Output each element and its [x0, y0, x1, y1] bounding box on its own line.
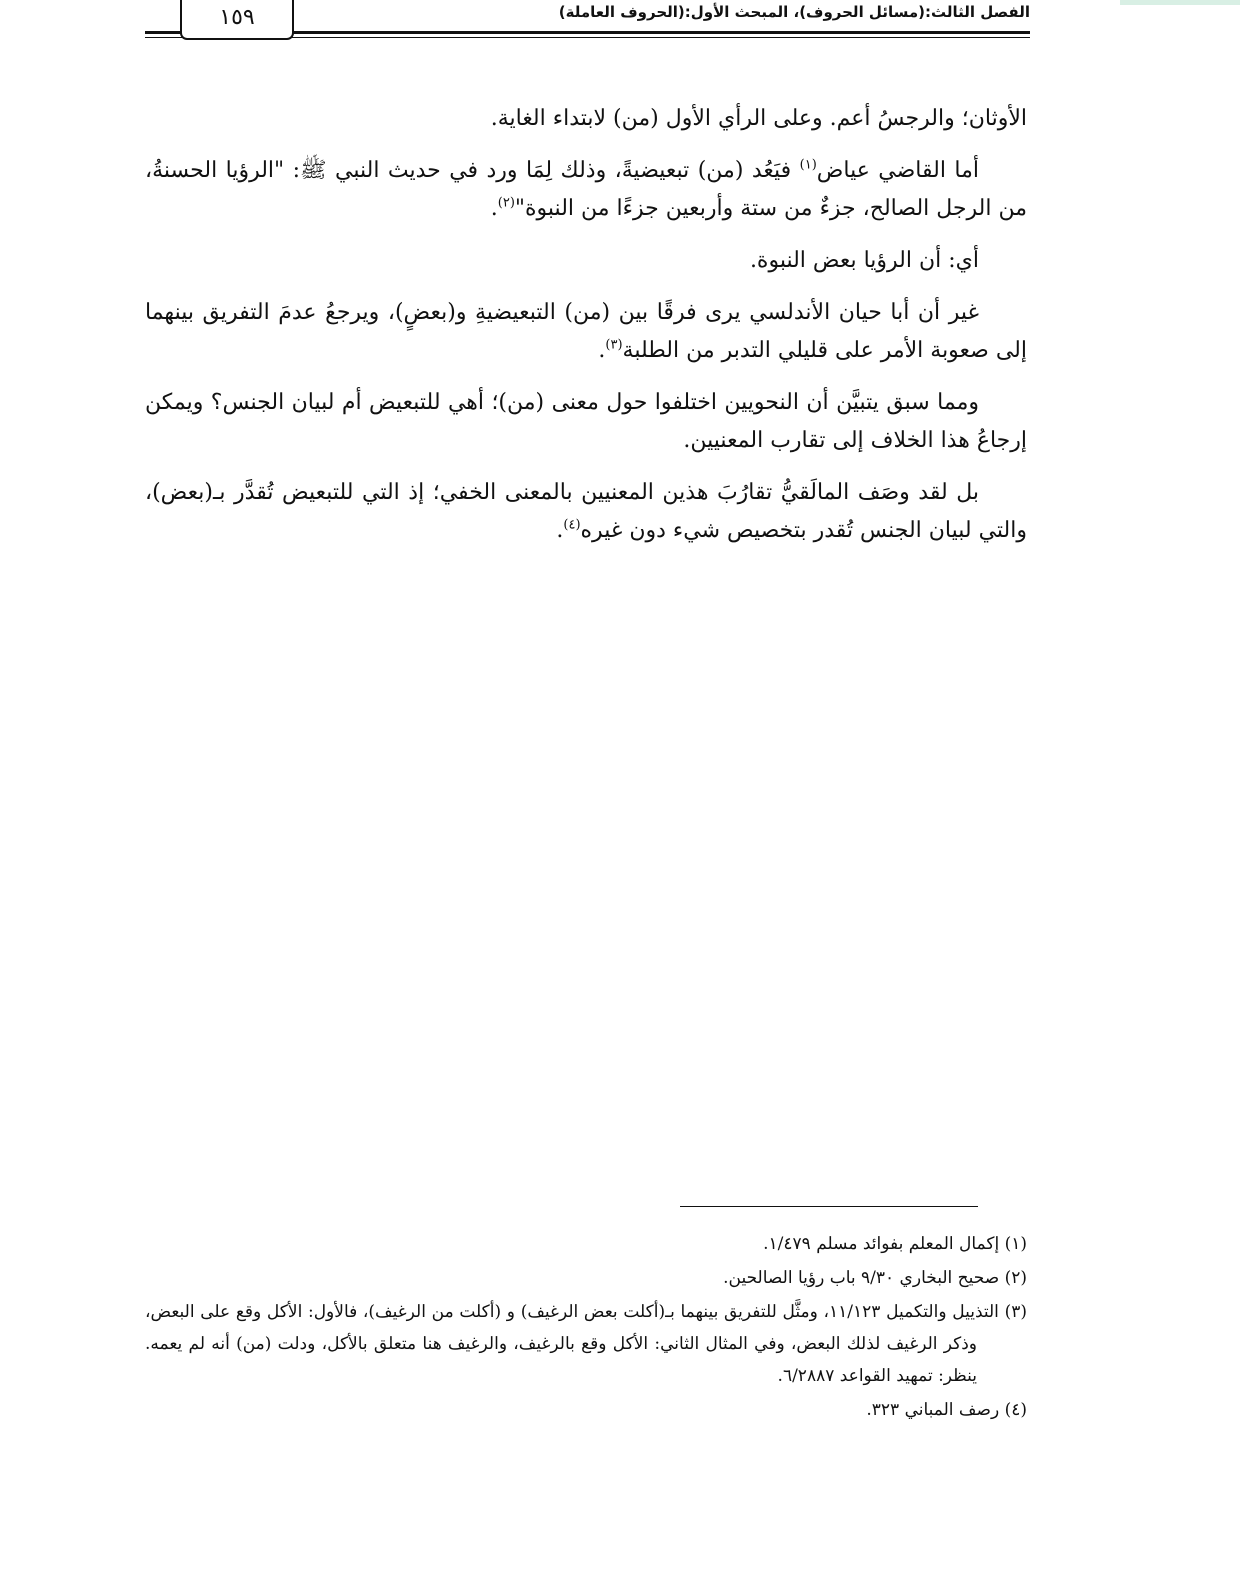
paragraph-1	[145, 100, 1027, 138]
footnote-ref-2: (٢)	[497, 195, 515, 211]
main-text	[145, 100, 1027, 564]
paragraph-5-text: ومما سبق يتبيَّن أن النحويين اختلفوا حول معنى (من)؛ أهي للتبعيض أم لبيان الجنس؟ ويمكن إرجاعُ هذا الخلاف إلى تقارب المعنيين.	[145, 390, 1027, 453]
page-number: ١٥٩	[180, 0, 294, 40]
paragraph-4	[145, 294, 1027, 370]
footnote-ref-3: (٣)	[605, 337, 623, 353]
paragraph-6-text-b: .	[556, 518, 564, 543]
footnote-4: (٤) رصف المباني ٣٢٣.	[866, 1400, 1027, 1420]
corner-mark	[1120, 0, 1240, 5]
footnote-2: (٢) صحيح البخاري ٩/٣٠ باب رؤيا الصالحين.	[723, 1268, 1027, 1288]
paragraph-3-text: أي: أن الرؤيا بعض النبوة.	[749, 248, 979, 273]
paragraph-6	[145, 474, 1027, 550]
footnote-ref-1: (١)	[799, 157, 817, 173]
footnote-ref-4: (٤)	[563, 517, 581, 533]
footnote-separator	[680, 1206, 978, 1207]
paragraph-1-text: الأوثان؛ والرجسُ أعم. وعلى الرأي الأول (من) لابتداء الغاية.	[490, 106, 1027, 131]
footnotes	[145, 1228, 1027, 1428]
paragraph-2-text-a: أما القاضي عياض	[816, 158, 979, 183]
paragraph-4-text-a: غير أن أبا حيان الأندلسي يرى فرقًا بين (من) التبعيضيةِ و(بعضٍ)، ويرجعُ عدمَ التفريق بينهما إلى صعوبة الأمر على قليلي التدبر من الطلبة	[145, 300, 1027, 363]
running-title: الفصل الثالث:(مسائل الحروف)، المبحث الأول:(الحروف العاملة)	[558, 3, 1030, 21]
paragraph-2-text-c: .	[490, 196, 498, 221]
paragraph-5	[145, 384, 1027, 460]
paragraph-3	[145, 242, 1027, 280]
paragraph-2-text-b: فيَعُد (من) تبعيضيةً، وذلك لِمَا ورد في حديث النبي ﷺ: "الرؤيا الحسنةُ، من الرجل الصالح، جزءٌ من ستة وأربعين جزءًا من النبوة"	[145, 158, 1027, 221]
paragraph-6-text-a: بل لقد وصَف المالَقيُّ تقارُبَ هذين المعنيين بالمعنى الخفي؛ إذ التي للتبعيض تُقدَّر بـ(بعض)، والتي لبيان الجنس تُقدر بتخصيص شيء دون غيره	[145, 480, 1027, 543]
paragraph-2	[145, 152, 1027, 228]
footnote-3: (٣) التذييل والتكميل ١١/١٢٣، ومثَّل للتفريق بينهما بـ(أكلت بعض الرغيف) و (أكلت من الرغيف)، فالأول: الأكل وقع على البعض، وذكر الرغيف لذلك البعض، وفي المثال الثاني: الأكل وقع بالرغيف، والرغيف هنا متعلق بالأكل، ودلت (من) أنه لم يعمه. ينظر: تمهيد القواعد ٦/٢٨٨٧.	[145, 1302, 1027, 1386]
page-header	[145, 0, 1030, 42]
footnote-1: (١) إكمال المعلم بفوائد مسلم ١/٤٧٩.	[763, 1234, 1027, 1254]
paragraph-4-text-b: .	[598, 338, 606, 363]
